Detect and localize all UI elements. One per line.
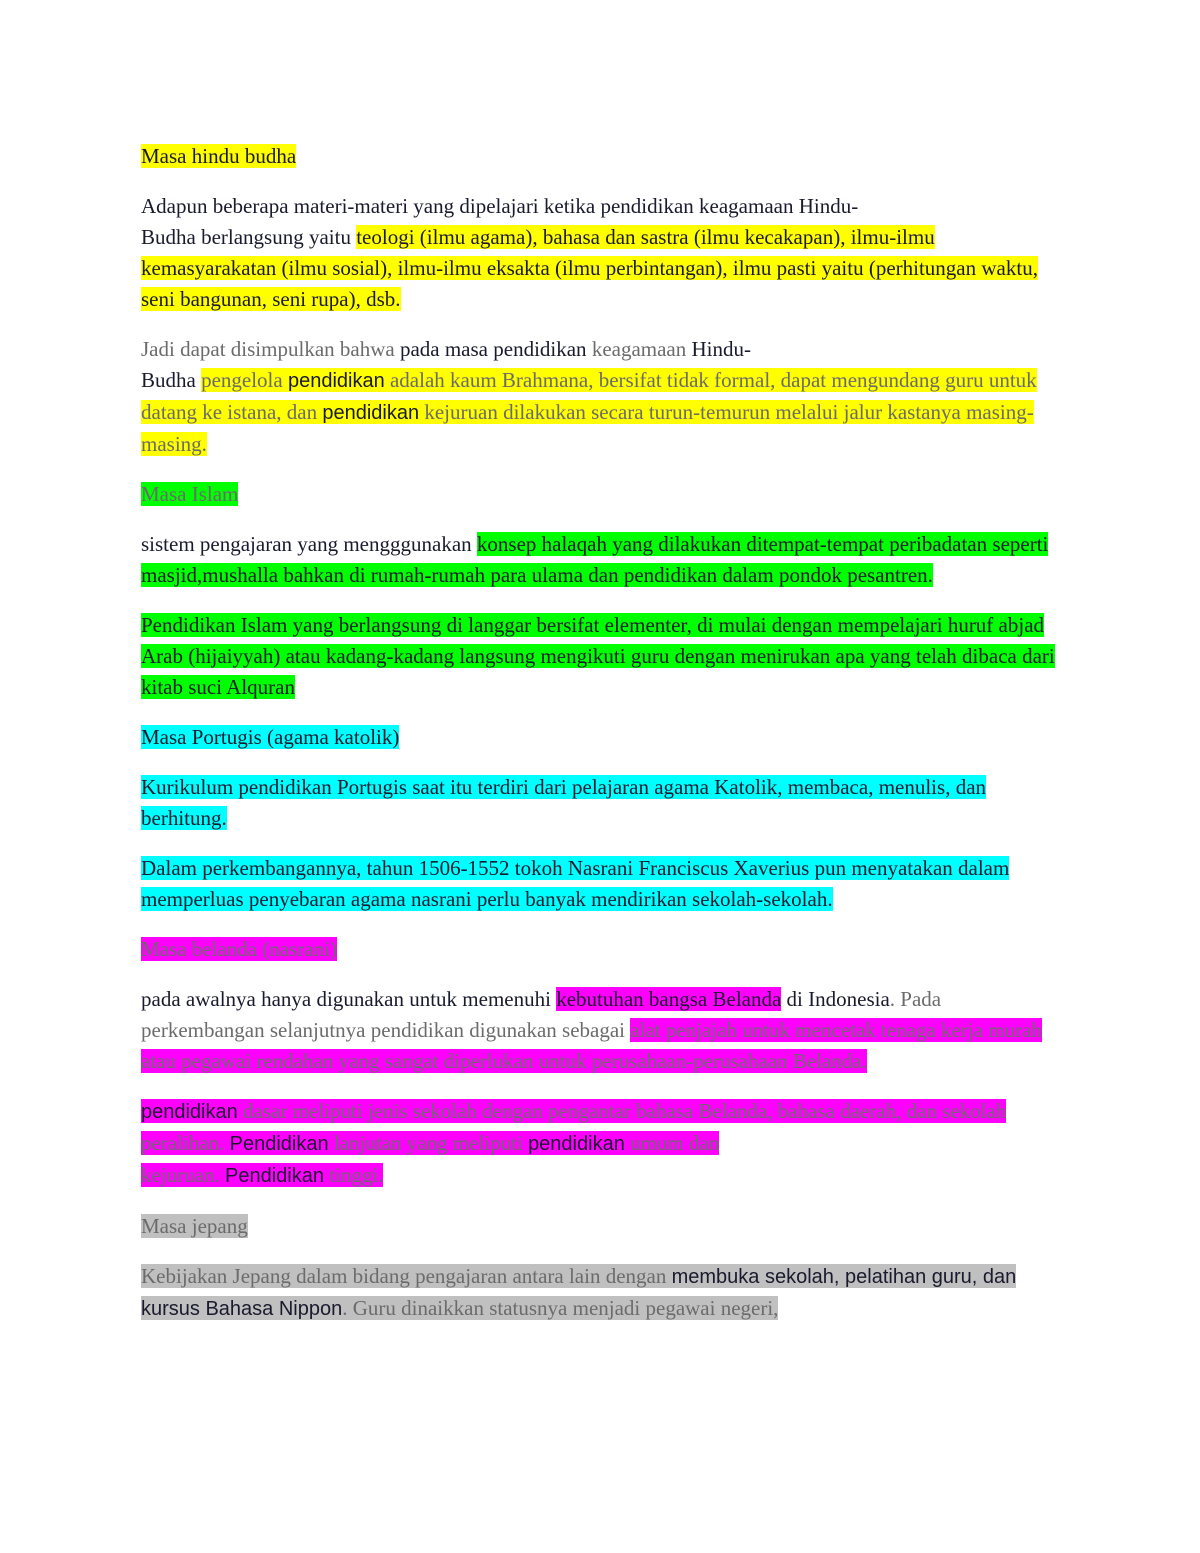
paragraph-belanda-jenis [141,1096,1061,1192]
paragraph-islam-halaqah: sistem pengajaran yang mengggunakan konsep halaqah yang dilakukan ditempat-tempat peribadatan seperti masjid,mushalla bahkan di rumah-rumah para ulama dan pendidikan dalam pondok pesantren. [141,532,1049,587]
heading-masa-belanda: Masa belanda (nasrani) [141,937,337,961]
heading-masa-jepang: Masa jepang [141,1214,248,1238]
document-body [141,141,1061,1344]
paragraph-portugis-perkembangan: Dalam perkembangannya, tahun 1506-1552 tokoh Nasrani Franciscus Xaverius pun menyatakan dalam memperluas penyebaran agama nasrani perlu banyak mendirikan sekolah-sekolah. [141,856,1010,911]
heading-masa-portugis: Masa Portugis (agama katolik) [141,725,400,749]
paragraph-jepang-kebijakan [141,1261,1061,1325]
hindu-highlight: pengelola pendidikan adalah kaum Brahmana, bersifat tidak formal, dapat mengundang guru untuk datang ke istana, dan pendidikan kejuruan dilakukan secara turun-temurun melalui jalur kastanya masing-masing. [141,368,1037,456]
jepang-highlight: Kebijakan Jepang dalam bidang pengajaran antara lain dengan membuka sekolah, pelatihan guru, dan kursus Bahasa Nippon. Guru dinaikkan statusnya menjadi pegawai negeri, [141,1264,1017,1320]
heading-masa-islam: Masa Islam [141,482,239,506]
paragraph-portugis-kurikulum: Kurikulum pendidikan Portugis saat itu terdiri dari pelajaran agama Katolik, membaca, menulis, dan berhitung. [141,775,987,830]
belanda-highlight: pendidikan dasar meliputi jenis sekolah dengan pengantar bahasa Belanda, bahasa daerah, dan sekolah peralihan. Pendidikan lanjutan yang meliputi pendidikan umum dan [141,1099,1007,1155]
paragraph-hindu-materi: Adapun beberapa materi-materi yang dipelajari ketika pendidikan keagamaan Hindu- Budha berlangsung yaitu teologi (ilmu agama), bahasa dan sastra (ilmu kecakapan), ilmu-ilmu kemasyarakatan (ilmu sosial), ilmu-ilmu eksakta (ilmu perbintangan), ilmu pasti yaitu (perhitungan waktu, seni bangunan, seni rupa), dsb. [141,194,1038,311]
paragraph-hindu-kesimpulan: Jadi dapat disimpulkan bahwa pada masa pendidikan keagamaan Hindu- Budha pengelola pendidikan adalah kaum Brahmana, bersifat tidak formal, dapat mengundang guru untuk datang ke istana, dan pendidikan kejuruan dilakukan secara turun-temurun melalui jalur kastanya masing-masing. [141,337,1037,456]
heading-masa-hindu-budha: Masa hindu budha [141,144,297,168]
paragraph-belanda-awal: pada awalnya hanya digunakan untuk memenuhi kebutuhan bangsa Belanda di Indonesia. Pada perkembangan selanjutnya pendidikan digunakan sebagai alat penjajah untuk mencetak tenaga kerja murah atau pegawai rendahan yang sangat diperlukan untuk perusahaan-perusahaan Belanda. [141,987,1042,1073]
belanda-highlight-2: kejuruan. Pendidikan tinggi. [141,1163,384,1187]
paragraph-islam-langgar: Pendidikan Islam yang berlangsung di langgar bersifat elementer, di mulai dengan mempelajari huruf abjad Arab (hijaiyyah) atau kadang-kadang langsung mengikuti guru dengan menirukan apa yang telah dibaca dari kitab suci Alquran [141,613,1055,699]
